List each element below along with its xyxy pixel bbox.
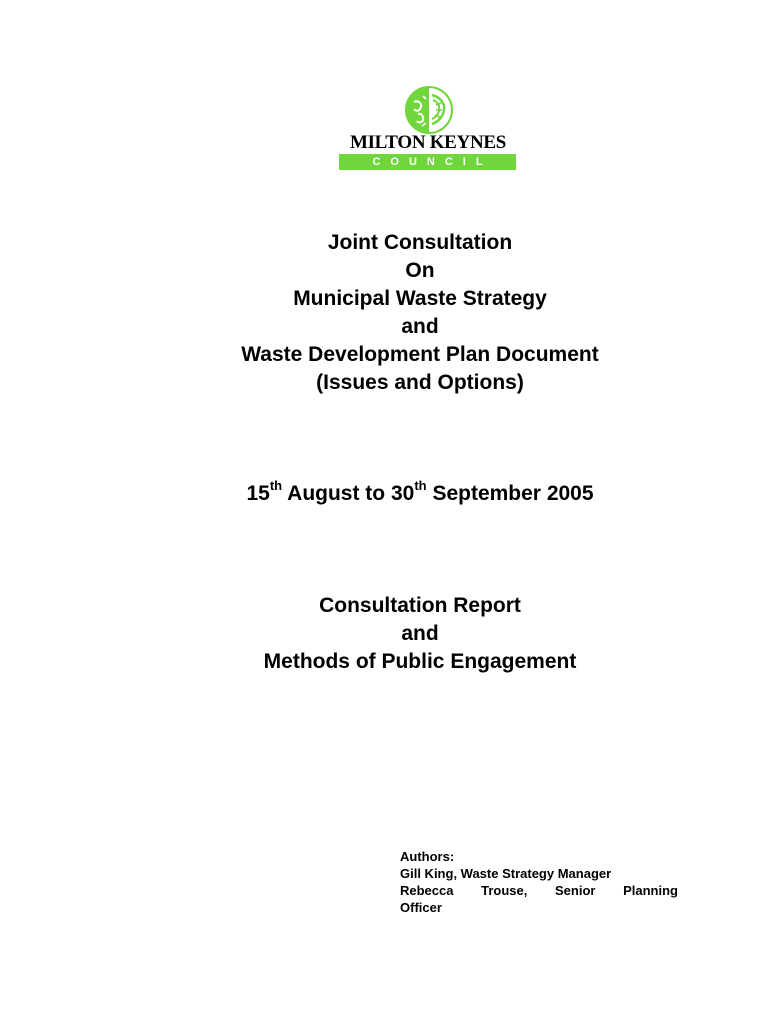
report-title — [120, 592, 720, 676]
author-word: Rebecca — [400, 883, 454, 898]
end-date-rest: September 2005 — [426, 482, 594, 505]
consultation-period — [120, 480, 720, 508]
title-line: Municipal Waste Strategy — [293, 287, 547, 310]
title-line: Joint Consultation — [327, 231, 513, 254]
report-line: Consultation Report — [319, 594, 521, 617]
author-word: Trouse, — [481, 883, 528, 898]
date-range-middle: August to — [282, 482, 391, 505]
report-line: and — [401, 622, 439, 645]
logo-council-name: MILTON KEYNES — [349, 132, 507, 153]
title-line: On — [405, 259, 435, 282]
authors-block — [400, 848, 678, 916]
author-rebecca-trouse — [400, 882, 678, 899]
council-logo — [339, 86, 517, 172]
title-line: (Issues and Options) — [316, 371, 524, 394]
council-emblem-icon — [405, 86, 453, 134]
title-line: and — [401, 315, 439, 338]
author-gill-king: Gill King, Waste Strategy Manager — [400, 866, 612, 881]
date-range — [120, 480, 720, 508]
report-line: Methods of Public Engagement — [263, 650, 577, 673]
author-role-continuation: Officer — [400, 900, 442, 915]
end-day: 30 — [390, 482, 415, 505]
start-day-suffix: th — [269, 478, 283, 493]
end-day-suffix: th — [414, 478, 427, 493]
authors-heading: Authors: — [400, 849, 455, 864]
start-day: 15 — [246, 482, 270, 505]
document-title — [120, 229, 720, 397]
title-line: Waste Development Plan Document — [241, 343, 599, 366]
author-word: Senior — [554, 883, 596, 898]
author-word: Planning — [623, 883, 678, 898]
logo-council-band: COUNCIL — [339, 154, 516, 170]
